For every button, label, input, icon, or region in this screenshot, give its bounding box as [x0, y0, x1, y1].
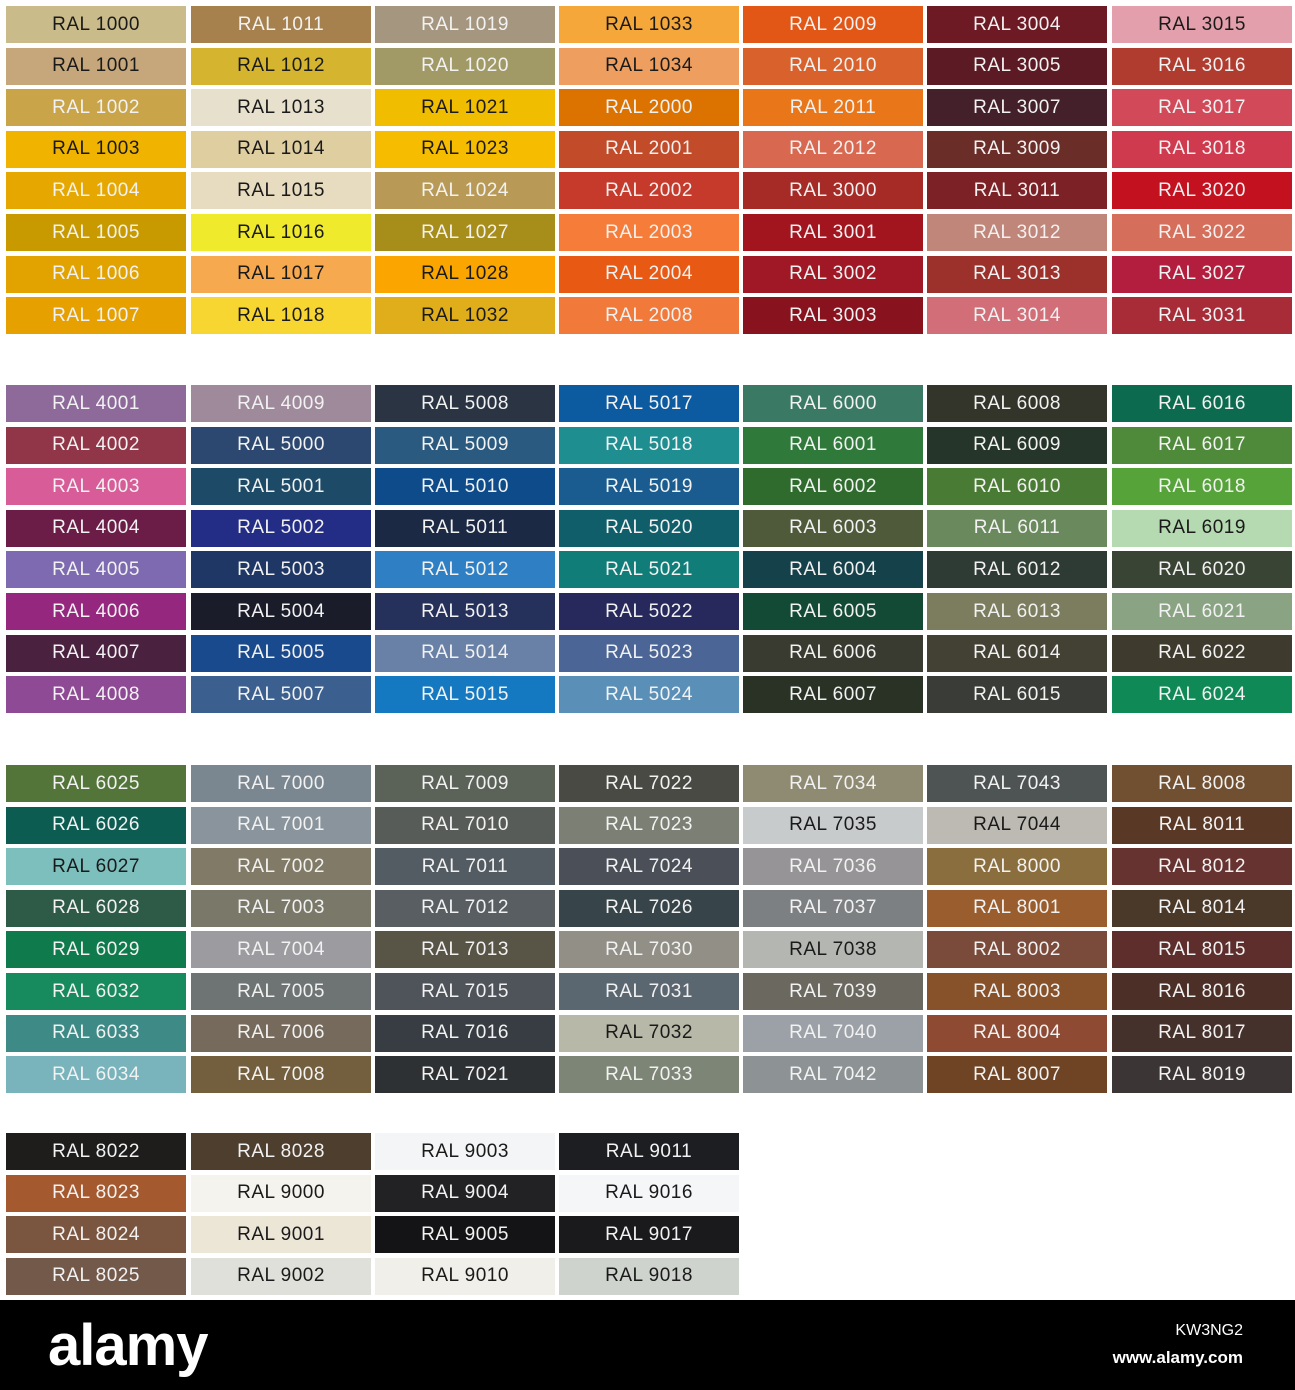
ral-swatch: RAL 5014: [375, 635, 555, 672]
ral-swatch: RAL 5005: [191, 635, 371, 672]
ral-swatch: RAL 8011: [1112, 807, 1292, 844]
ral-swatch: RAL 1033: [559, 6, 739, 43]
ral-swatch: RAL 3013: [927, 256, 1107, 293]
ral-swatch: RAL 6027: [6, 848, 186, 885]
ral-swatch: RAL 1001: [6, 48, 186, 85]
ral-swatch: RAL 4007: [6, 635, 186, 672]
ral-swatch: RAL 7013: [375, 931, 555, 968]
ral-swatch: RAL 9018: [559, 1258, 739, 1295]
ral-swatch: RAL 6000: [743, 385, 923, 422]
ral-swatch: RAL 7010: [375, 807, 555, 844]
ral-swatch: RAL 5012: [375, 551, 555, 588]
ral-swatch: RAL 3014: [927, 297, 1107, 334]
ral-swatch: RAL 5001: [191, 468, 371, 505]
ral-swatch: RAL 6029: [6, 931, 186, 968]
ral-swatch: RAL 7039: [743, 973, 923, 1010]
ral-swatch: RAL 7030: [559, 931, 739, 968]
ral-swatch: RAL 2012: [743, 131, 923, 168]
ral-swatch: RAL 6004: [743, 551, 923, 588]
ral-swatch: RAL 6001: [743, 427, 923, 464]
ral-swatch: RAL 7031: [559, 973, 739, 1010]
ral-swatch: RAL 5009: [375, 427, 555, 464]
ral-swatch: RAL 1013: [191, 89, 371, 126]
ral-swatch: RAL 4009: [191, 385, 371, 422]
ral-swatch: RAL 3020: [1112, 172, 1292, 209]
ral-swatch: RAL 4001: [6, 385, 186, 422]
ral-swatch: RAL 7012: [375, 890, 555, 927]
ral-swatch: RAL 1020: [375, 48, 555, 85]
ral-swatch: RAL 7001: [191, 807, 371, 844]
ral-swatch: RAL 6002: [743, 468, 923, 505]
ral-swatch: RAL 6003: [743, 510, 923, 547]
ral-swatch: RAL 6010: [927, 468, 1107, 505]
ral-swatch: RAL 1011: [191, 6, 371, 43]
ral-swatch: RAL 4003: [6, 468, 186, 505]
ral-swatch: RAL 1003: [6, 131, 186, 168]
ral-swatch: RAL 8001: [927, 890, 1107, 927]
ral-swatch: RAL 5023: [559, 635, 739, 672]
ral-swatch: RAL 3000: [743, 172, 923, 209]
ral-swatch: RAL 1002: [6, 89, 186, 126]
ral-swatch: RAL 5022: [559, 593, 739, 630]
ral-swatch: RAL 3017: [1112, 89, 1292, 126]
ral-swatch: RAL 1023: [375, 131, 555, 168]
ral-swatch: RAL 7032: [559, 1015, 739, 1052]
ral-swatch: RAL 2004: [559, 256, 739, 293]
ral-swatch: RAL 8023: [6, 1175, 186, 1212]
ral-swatch: RAL 5008: [375, 385, 555, 422]
ral-swatch: RAL 6016: [1112, 385, 1292, 422]
ral-swatch: RAL 6017: [1112, 427, 1292, 464]
ral-swatch: RAL 7040: [743, 1015, 923, 1052]
ral-swatch: RAL 6028: [6, 890, 186, 927]
ral-swatch: RAL 5003: [191, 551, 371, 588]
ral-swatch: RAL 1006: [6, 256, 186, 293]
ral-swatch: RAL 6013: [927, 593, 1107, 630]
ral-swatch: RAL 2000: [559, 89, 739, 126]
ral-swatch: RAL 5011: [375, 510, 555, 547]
ral-swatch: RAL 3018: [1112, 131, 1292, 168]
ral-swatch: RAL 9000: [191, 1175, 371, 1212]
ral-swatch: RAL 6009: [927, 427, 1107, 464]
ral-swatch: RAL 9003: [375, 1133, 555, 1170]
ral-swatch: RAL 7038: [743, 931, 923, 968]
ral-swatch: RAL 7033: [559, 1056, 739, 1093]
ral-swatch: RAL 5017: [559, 385, 739, 422]
ral-swatch: RAL 9011: [559, 1133, 739, 1170]
ral-swatch: RAL 4005: [6, 551, 186, 588]
ral-swatch: RAL 7015: [375, 973, 555, 1010]
ral-swatch: RAL 8017: [1112, 1015, 1292, 1052]
ral-swatch: RAL 1014: [191, 131, 371, 168]
ral-swatch: RAL 9010: [375, 1258, 555, 1295]
ral-swatch: RAL 5007: [191, 676, 371, 713]
ral-swatch: RAL 1032: [375, 297, 555, 334]
alamy-logo: alamy: [48, 1313, 208, 1378]
ral-swatch: RAL 6014: [927, 635, 1107, 672]
ral-swatch: RAL 3022: [1112, 214, 1292, 251]
ral-swatch: RAL 1016: [191, 214, 371, 251]
ral-swatch: RAL 7009: [375, 765, 555, 802]
ral-swatch: RAL 9002: [191, 1258, 371, 1295]
ral-swatch: RAL 4008: [6, 676, 186, 713]
ral-swatch: RAL 5015: [375, 676, 555, 713]
ral-swatch: RAL 9001: [191, 1216, 371, 1253]
ral-swatch: RAL 1028: [375, 256, 555, 293]
ral-swatch: RAL 8004: [927, 1015, 1107, 1052]
ral-swatch: RAL 4006: [6, 593, 186, 630]
ral-swatch: RAL 8015: [1112, 931, 1292, 968]
ral-swatch: RAL 8028: [191, 1133, 371, 1170]
ral-swatch: RAL 5002: [191, 510, 371, 547]
ral-swatch: RAL 5013: [375, 593, 555, 630]
ral-swatch: RAL 3002: [743, 256, 923, 293]
ral-swatch: RAL 6022: [1112, 635, 1292, 672]
ral-swatch: RAL 7022: [559, 765, 739, 802]
ral-swatch: RAL 6006: [743, 635, 923, 672]
ral-swatch: RAL 8024: [6, 1216, 186, 1253]
ral-swatch: RAL 5019: [559, 468, 739, 505]
ral-swatch: RAL 1024: [375, 172, 555, 209]
ral-swatch: RAL 6032: [6, 973, 186, 1010]
ral-swatch: RAL 2010: [743, 48, 923, 85]
ral-swatch: RAL 3003: [743, 297, 923, 334]
ral-swatch: RAL 3027: [1112, 256, 1292, 293]
ral-swatch: RAL 8002: [927, 931, 1107, 968]
ral-swatch: RAL 4002: [6, 427, 186, 464]
ral-swatch: RAL 7042: [743, 1056, 923, 1093]
ral-swatch: RAL 7021: [375, 1056, 555, 1093]
ral-swatch: RAL 7000: [191, 765, 371, 802]
ral-swatch: RAL 3005: [927, 48, 1107, 85]
ral-swatch: RAL 9004: [375, 1175, 555, 1212]
ral-swatch: RAL 3031: [1112, 297, 1292, 334]
ral-swatch: RAL 1034: [559, 48, 739, 85]
ral-swatch: RAL 3012: [927, 214, 1107, 251]
ral-swatch: RAL 5000: [191, 427, 371, 464]
ral-swatch: RAL 2008: [559, 297, 739, 334]
ral-swatch: RAL 9016: [559, 1175, 739, 1212]
ral-swatch: RAL 5024: [559, 676, 739, 713]
ral-swatch: RAL 7006: [191, 1015, 371, 1052]
ral-swatch: RAL 6024: [1112, 676, 1292, 713]
ral-swatch: RAL 6008: [927, 385, 1107, 422]
ral-swatch: RAL 7024: [559, 848, 739, 885]
ral-swatch: RAL 1004: [6, 172, 186, 209]
ral-swatch: RAL 1027: [375, 214, 555, 251]
ral-swatch: RAL 7002: [191, 848, 371, 885]
ral-swatch: RAL 7004: [191, 931, 371, 968]
website-url: www.alamy.com: [1112, 1348, 1243, 1367]
ral-swatch: RAL 7036: [743, 848, 923, 885]
image-id: KW3NG2: [1175, 1322, 1243, 1339]
ral-swatch: RAL 1012: [191, 48, 371, 85]
alamy-footer-bar: [0, 1300, 1295, 1390]
ral-swatch: RAL 3009: [927, 131, 1107, 168]
ral-swatch: RAL 8022: [6, 1133, 186, 1170]
ral-swatch: RAL 7034: [743, 765, 923, 802]
ral-swatch: RAL 2009: [743, 6, 923, 43]
ral-swatch: RAL 3016: [1112, 48, 1292, 85]
ral-swatch: RAL 9017: [559, 1216, 739, 1253]
ral-swatch: RAL 1005: [6, 214, 186, 251]
ral-swatch: RAL 7003: [191, 890, 371, 927]
ral-swatch: RAL 6005: [743, 593, 923, 630]
ral-swatch: RAL 6012: [927, 551, 1107, 588]
ral-swatch: RAL 8000: [927, 848, 1107, 885]
ral-swatch: RAL 6007: [743, 676, 923, 713]
ral-swatch: RAL 7016: [375, 1015, 555, 1052]
ral-swatch: RAL 1017: [191, 256, 371, 293]
ral-swatch: RAL 6011: [927, 510, 1107, 547]
ral-swatch: RAL 8008: [1112, 765, 1292, 802]
ral-swatch: RAL 7005: [191, 973, 371, 1010]
ral-swatch: RAL 8025: [6, 1258, 186, 1295]
ral-swatch: RAL 7037: [743, 890, 923, 927]
ral-swatch: RAL 1021: [375, 89, 555, 126]
ral-swatch: RAL 2002: [559, 172, 739, 209]
ral-swatch: RAL 3015: [1112, 6, 1292, 43]
ral-swatch: RAL 5020: [559, 510, 739, 547]
ral-swatch: RAL 6034: [6, 1056, 186, 1093]
ral-swatch: RAL 3004: [927, 6, 1107, 43]
ral-swatch: RAL 7043: [927, 765, 1107, 802]
ral-swatch: RAL 1018: [191, 297, 371, 334]
ral-swatch: RAL 9005: [375, 1216, 555, 1253]
ral-swatch: RAL 6019: [1112, 510, 1292, 547]
ral-swatch: RAL 8012: [1112, 848, 1292, 885]
ral-swatch: RAL 5010: [375, 468, 555, 505]
ral-swatch: RAL 2011: [743, 89, 923, 126]
ral-swatch: RAL 6026: [6, 807, 186, 844]
ral-swatch: RAL 8003: [927, 973, 1107, 1010]
ral-swatch: RAL 8014: [1112, 890, 1292, 927]
ral-swatch: RAL 6033: [6, 1015, 186, 1052]
ral-swatch: RAL 7008: [191, 1056, 371, 1093]
ral-swatch: RAL 5004: [191, 593, 371, 630]
ral-swatch: RAL 2003: [559, 214, 739, 251]
ral-swatch: RAL 7023: [559, 807, 739, 844]
ral-swatch: RAL 8007: [927, 1056, 1107, 1093]
ral-swatch: RAL 7026: [559, 890, 739, 927]
ral-swatch: RAL 1007: [6, 297, 186, 334]
ral-swatch: RAL 6015: [927, 676, 1107, 713]
ral-swatch: RAL 7035: [743, 807, 923, 844]
ral-swatch: RAL 4004: [6, 510, 186, 547]
ral-swatch: RAL 5018: [559, 427, 739, 464]
ral-swatch: RAL 2001: [559, 131, 739, 168]
ral-swatch: RAL 1019: [375, 6, 555, 43]
ral-swatch: RAL 3001: [743, 214, 923, 251]
ral-swatch: RAL 1000: [6, 6, 186, 43]
ral-swatch: RAL 6021: [1112, 593, 1292, 630]
ral-swatch: RAL 6020: [1112, 551, 1292, 588]
ral-swatch: RAL 8016: [1112, 973, 1292, 1010]
ral-swatch: RAL 1015: [191, 172, 371, 209]
ral-swatch: RAL 3007: [927, 89, 1107, 126]
ral-swatch: RAL 5021: [559, 551, 739, 588]
ral-swatch: RAL 6025: [6, 765, 186, 802]
ral-swatch: RAL 7044: [927, 807, 1107, 844]
ral-swatch: RAL 8019: [1112, 1056, 1292, 1093]
ral-swatch: RAL 3011: [927, 172, 1107, 209]
ral-swatch: RAL 6018: [1112, 468, 1292, 505]
ral-swatch: RAL 7011: [375, 848, 555, 885]
